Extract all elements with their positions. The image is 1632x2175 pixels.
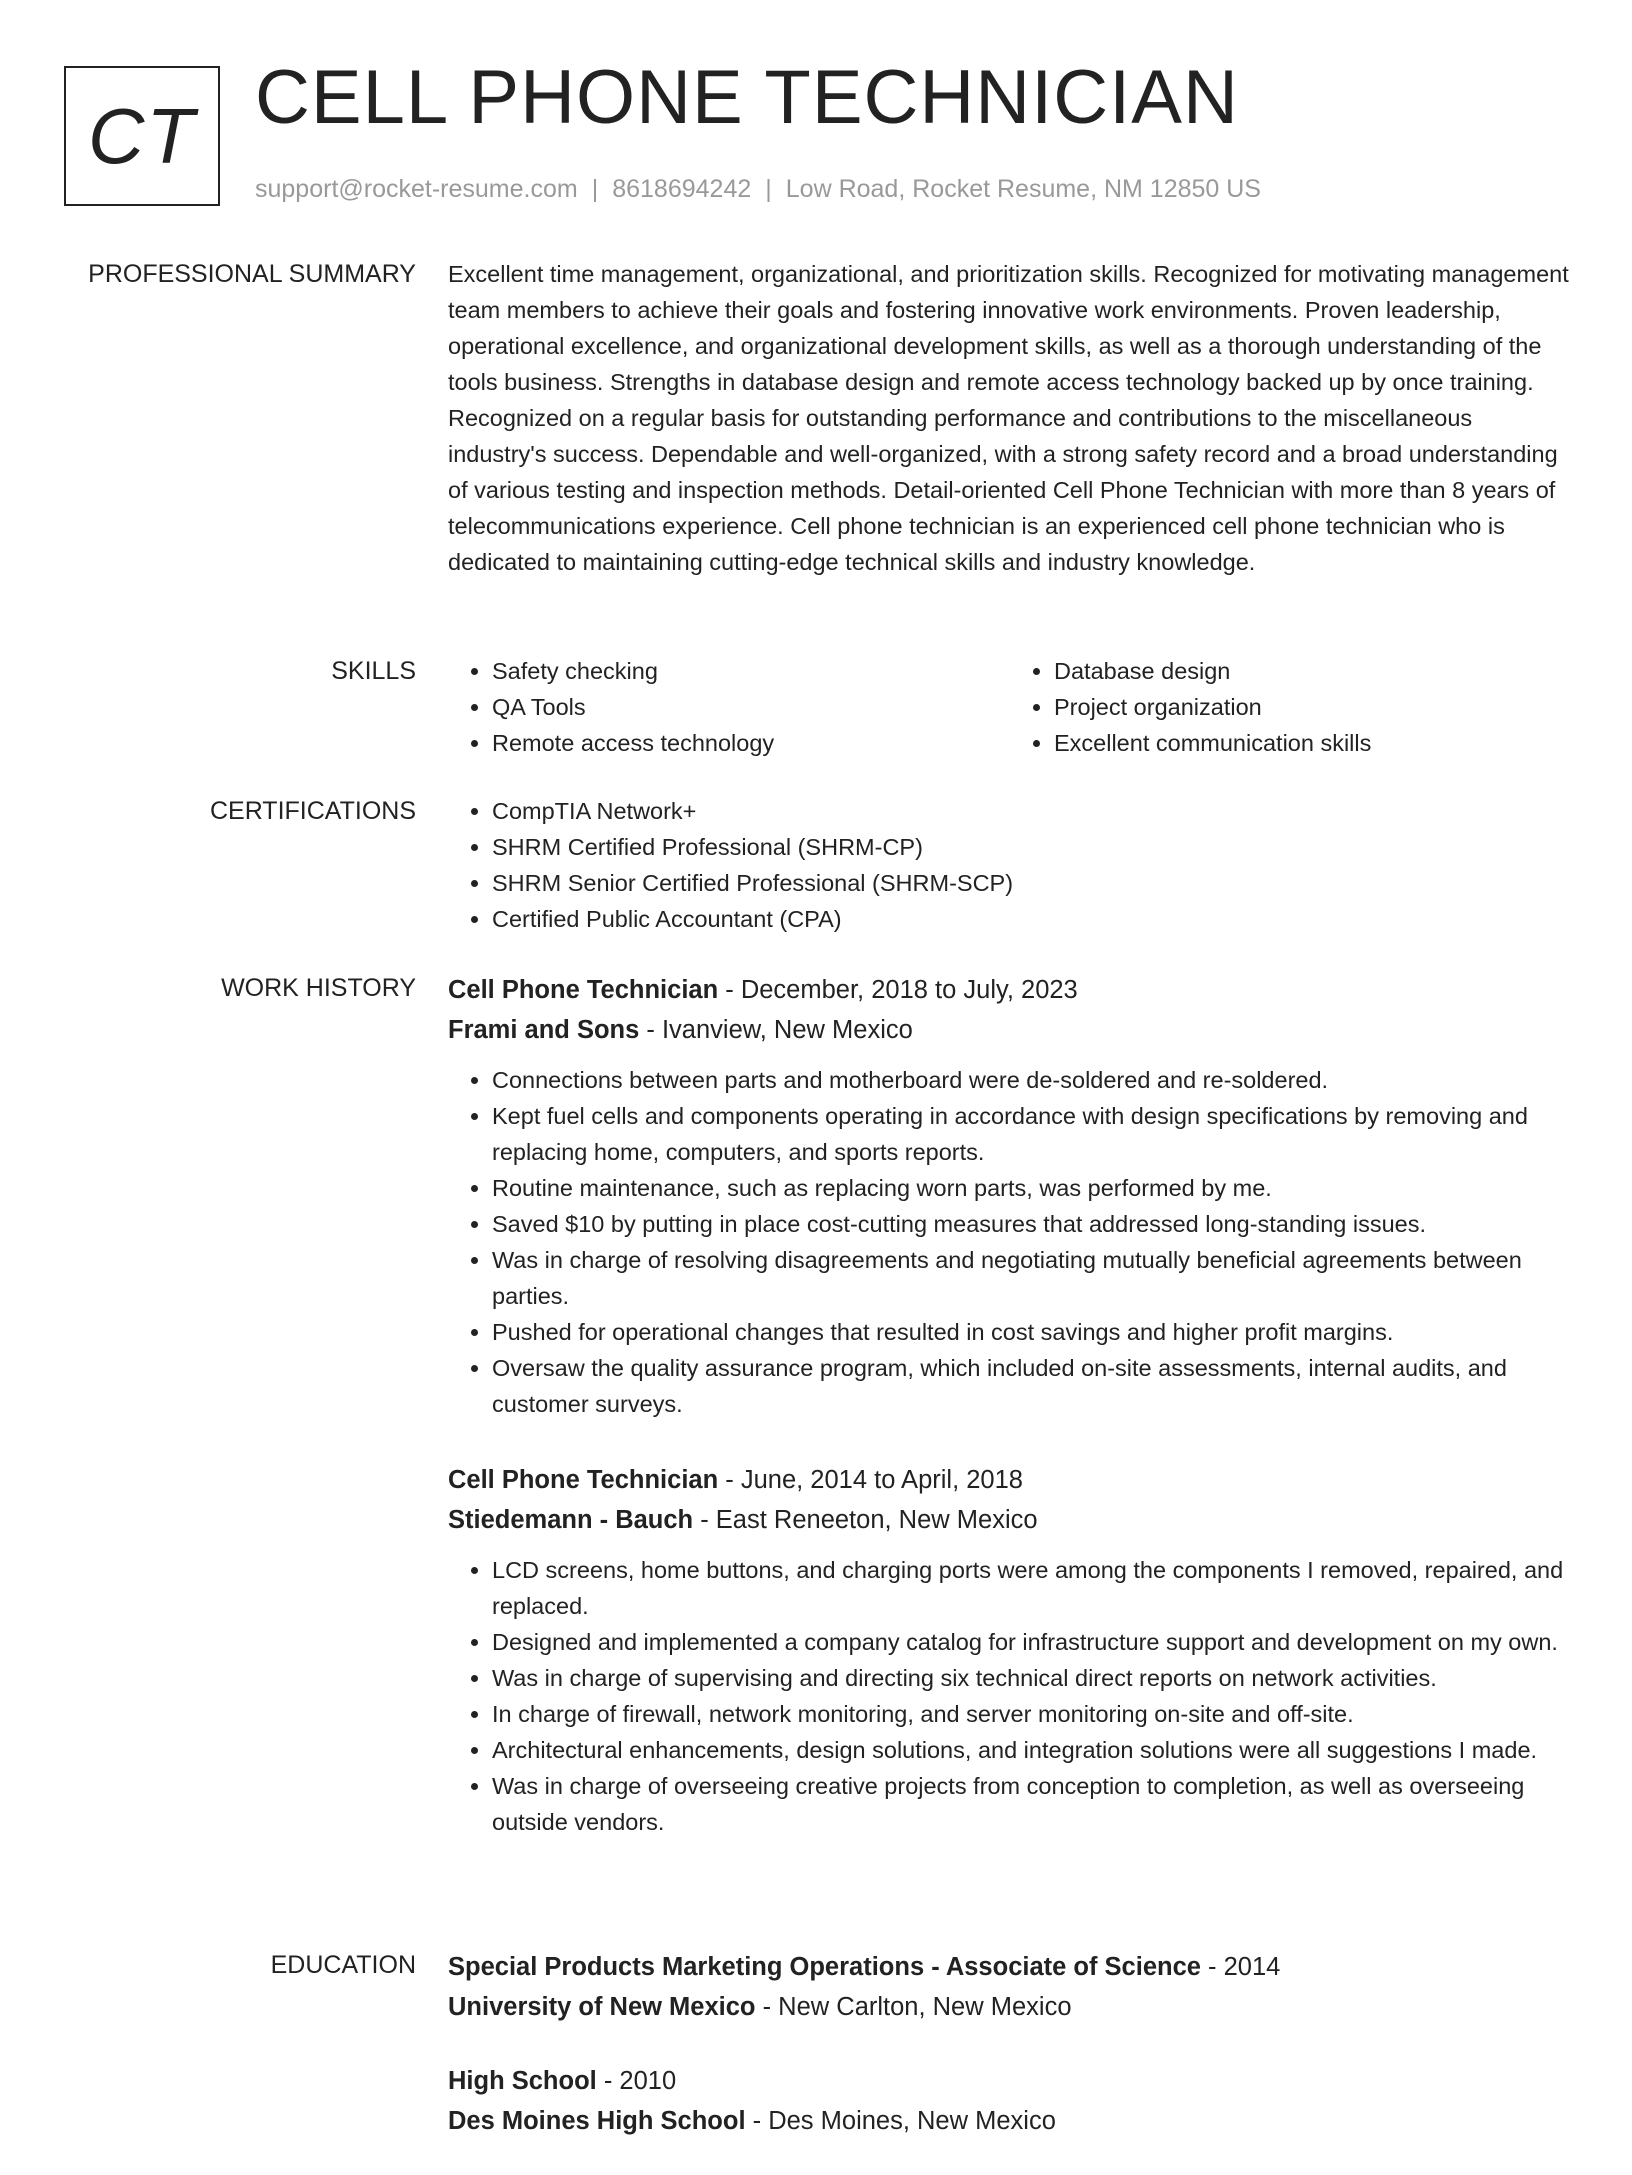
job-title: Cell Phone Technician: [448, 976, 719, 1004]
skills-body: [448, 653, 1572, 761]
education-degree-line: [448, 2061, 1572, 2101]
education-degree: High School: [448, 2067, 597, 2095]
contact-phone: 8618694242: [612, 175, 752, 203]
job-duty: • Was in charge of supervising and directing six technical direct reports on network activities.: [492, 1660, 1572, 1696]
education-body: [448, 1947, 1572, 2175]
job-duty: • Was in charge of resolving disagreements and negotiating mutually beneficial agreements between parties.: [492, 1242, 1572, 1314]
job-duty: • Pushed for operational changes that resulted in cost savings and higher profit margins.: [492, 1314, 1572, 1350]
skills-list-right: [1010, 653, 1572, 761]
skills-list-left: [448, 653, 1010, 761]
candidate-name: CELL PHONE TECHNICIAN: [255, 55, 1239, 140]
education-school: University of New Mexico: [448, 1993, 756, 2021]
summary-text: Excellent time management, organizational, and prioritization skills. Recognized for motivating management team members to achieve their goals and fostering innovative work environments. Proven leadership, operational excellence, and organizational development skills, as well as a thorough understanding of the tools business. Strengths in database design and remote access technology backed up by once training. Recognized on a regular basis for outstanding performance and contributions to the miscellaneous industry's success. Dependable and well-organized, with a strong safety record and a broad understanding of various testing and inspection methods. Detail-oriented Cell Phone Technician with more than 8 years of telecommunications experience. Cell phone technician is an experienced cell phone technician who is dedicated to maintaining cutting-edge technical skills and industry knowledge.: [448, 261, 1569, 575]
job-title-line: [448, 1460, 1572, 1500]
skill-item: • Excellent communication skills: [1054, 725, 1572, 761]
skills-grid: [448, 653, 1572, 761]
job-duty: • Was in charge of overseeing creative projects from conception to completion, as well as overseeing outside vendors.: [492, 1768, 1572, 1840]
education-location: - Des Moines, New Mexico: [745, 2107, 1056, 2135]
contact-email: support@rocket-resume.com: [255, 175, 578, 203]
job-entry: [448, 1460, 1572, 1840]
job-duty: • Oversaw the quality assurance program, which included on-site assessments, internal audits, and customer surveys.: [492, 1350, 1572, 1422]
contact-address: Low Road, Rocket Resume, NM 12850 US: [785, 175, 1261, 203]
job-location: - Ivanview, New Mexico: [639, 1016, 913, 1044]
job-duty: • Saved $10 by putting in place cost-cutting measures that addressed long-standing issues.: [492, 1206, 1572, 1242]
skill-item: • Remote access technology: [492, 725, 1010, 761]
job-title-line: [448, 970, 1572, 1010]
job-dates: - June, 2014 to April, 2018: [718, 1466, 1023, 1494]
job-dates: - December, 2018 to July, 2023: [718, 976, 1078, 1004]
monogram-badge: CT: [64, 66, 220, 206]
section-label-summary: PROFESSIONAL SUMMARY: [88, 260, 416, 288]
job-duty: • Connections between parts and motherboard were de-soldered and re-soldered.: [492, 1062, 1572, 1098]
job-duties-list: [448, 1062, 1572, 1422]
job-entry: [448, 970, 1572, 1422]
summary-body: [448, 256, 1572, 580]
skill-item: • Safety checking: [492, 653, 1010, 689]
job-duty: • Designed and implemented a company catalog for infrastructure support and development on my own.: [492, 1624, 1572, 1660]
section-label-skills: SKILLS: [331, 657, 416, 685]
job-duty: • In charge of firewall, network monitoring, and server monitoring on-site and off-site.: [492, 1696, 1572, 1732]
contact-line: [255, 175, 1261, 204]
certifications-list: [448, 793, 1572, 937]
contact-separator: |: [591, 175, 599, 203]
work-history-body: [448, 970, 1572, 1878]
job-company: Stiedemann - Bauch: [448, 1506, 694, 1534]
certification-item: • SHRM Senior Certified Professional (SHRM-SCP): [492, 865, 1572, 901]
education-school: Des Moines High School: [448, 2107, 746, 2135]
section-label-education: EDUCATION: [270, 1951, 416, 1979]
education-year: - 2014: [1200, 1953, 1281, 1981]
job-title: Cell Phone Technician: [448, 1466, 719, 1494]
section-label-certifications: CERTIFICATIONS: [209, 797, 416, 825]
education-entry: [448, 2061, 1572, 2141]
job-duty: • LCD screens, home buttons, and charging ports were among the components I removed, repaired, and replaced.: [492, 1552, 1572, 1624]
job-duty: • Routine maintenance, such as replacing worn parts, was performed by me.: [492, 1170, 1572, 1206]
certification-item: • Certified Public Accountant (CPA): [492, 901, 1572, 937]
job-location: - East Reneeton, New Mexico: [693, 1506, 1038, 1534]
education-location: - New Carlton, New Mexico: [755, 1993, 1072, 2021]
education-school-line: [448, 2101, 1572, 2141]
job-company: Frami and Sons: [448, 1016, 640, 1044]
section-label-work-history: WORK HISTORY: [221, 974, 416, 1002]
education-school-line: [448, 1987, 1572, 2027]
education-degree-line: [448, 1947, 1572, 1987]
skill-item: • Database design: [1054, 653, 1572, 689]
certification-item: • CompTIA Network+: [492, 793, 1572, 829]
contact-separator: |: [765, 175, 772, 203]
job-duties-list: [448, 1552, 1572, 1840]
certifications-body: [448, 793, 1572, 937]
certification-item: • SHRM Certified Professional (SHRM-CP): [492, 829, 1572, 865]
job-duty: • Architectural enhancements, design solutions, and integration solutions were all suggestions I made.: [492, 1732, 1572, 1768]
education-degree: Special Products Marketing Operations - Associate of Science: [448, 1953, 1201, 1981]
job-company-line: [448, 1010, 1572, 1050]
job-company-line: [448, 1500, 1572, 1540]
education-year: - 2010: [596, 2067, 677, 2095]
skill-item: • Project organization: [1054, 689, 1572, 725]
job-duty: • Kept fuel cells and components operating in accordance with design specifications by removing and replacing home, computers, and sports reports.: [492, 1098, 1572, 1170]
skill-item: • QA Tools: [492, 689, 1010, 725]
education-entry: [448, 1947, 1572, 2027]
